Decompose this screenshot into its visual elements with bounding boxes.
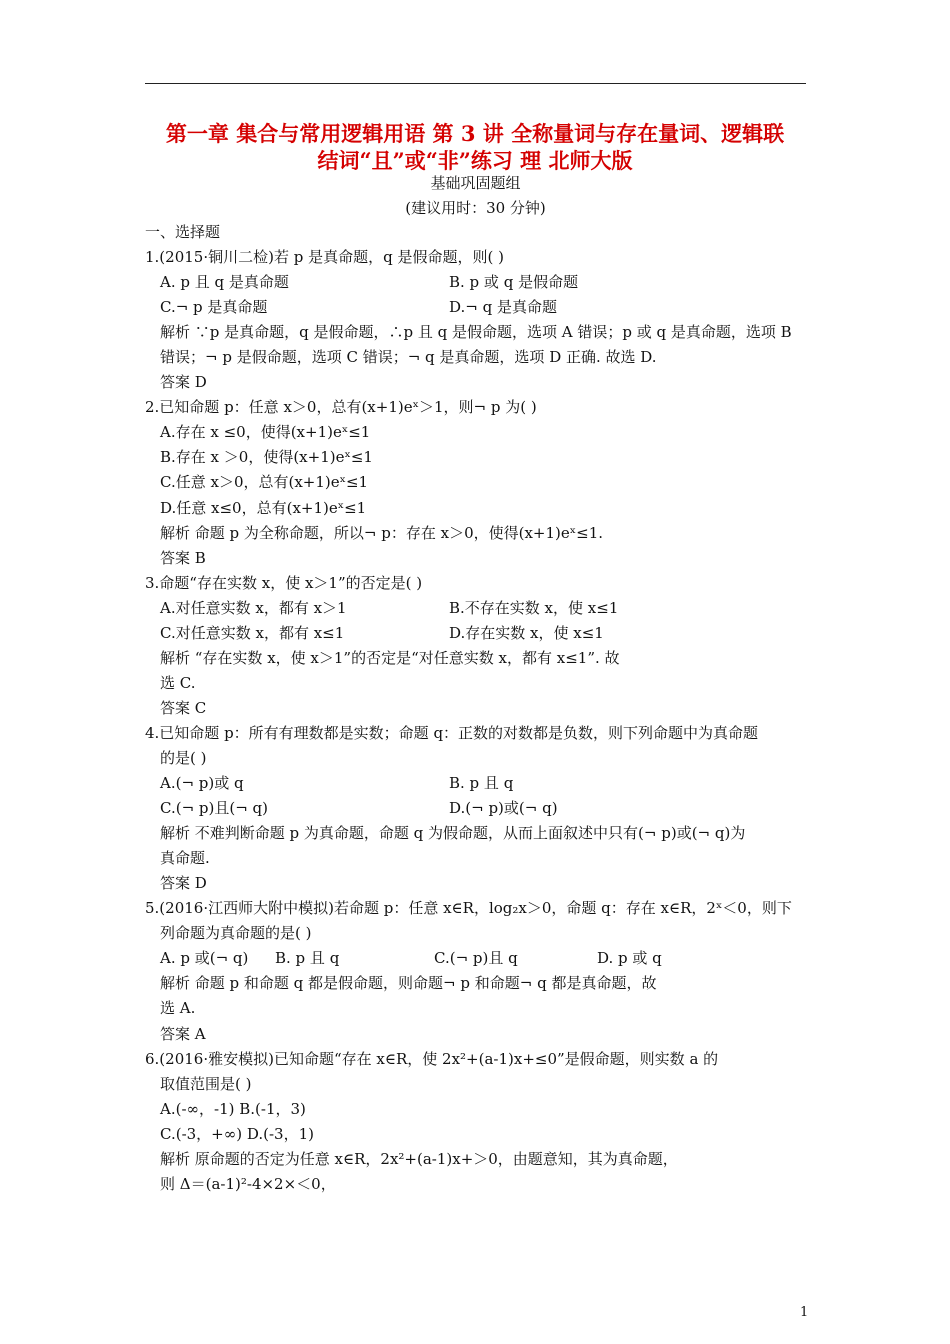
analysis-line: 解析 不难判断命题 p 为真命题，命题 q 为假命题，从而上面叙述中只有(¬ p)或(¬ q)为: [160, 824, 746, 843]
analysis-line: 选 A.: [160, 999, 196, 1018]
option-row: [145, 295, 815, 320]
question-stem: 列命题为真命题的是( ): [160, 924, 312, 943]
option: B. p 且 q: [449, 774, 514, 793]
question-stem: 4.已知命题 p：所有有理数都是实数；命题 q：正数的对数都是负数，则下列命题中为真命题: [145, 723, 759, 742]
answer-line: 答案 D: [160, 874, 207, 893]
analysis-line: 错误；¬ p 是假命题，选项 C 错误；¬ q 是真命题，选项 D 正确. 故选 D.: [160, 348, 657, 367]
option: B. p 且 q: [275, 949, 340, 968]
title-line-2: 结词“且”或“非”练习 理 北师大版: [317, 148, 633, 173]
answer-line: 答案 B: [160, 548, 206, 567]
option: C.(¬ p)且 q: [434, 949, 518, 968]
analysis-line: 选 C.: [160, 673, 196, 692]
option: C.对任意实数 x，都有 x≤1: [160, 623, 345, 642]
option: C.任意 x＞0，总有(x+1)eˣ≤1: [160, 473, 369, 492]
title-line-1: 第一章 集合与常用逻辑用语 第 3 讲 全称量词与存在量词、逻辑联: [165, 121, 785, 146]
option-row: [145, 1097, 815, 1122]
analysis-line: 解析 ∵p 是真命题，q 是假命题，∴p 且 q 是假命题，选项 A 错误；p 或 q 是真命题，选项 B: [160, 323, 792, 342]
option-row: [145, 445, 815, 470]
option: B. p 或 q 是假命题: [449, 273, 579, 292]
analysis-line: 解析 “存在实数 x，使 x＞1”的否定是“对任意实数 x，都有 x≤1”. 故: [160, 648, 620, 667]
option: B.存在 x ＞0，使得(x+1)eˣ≤1: [160, 448, 373, 467]
question-stem: 5.(2016·江西师大附中模拟)若命题 p：任意 x∈R，log₂x＞0，命题 q：存在 x∈R，2ˣ＜0，则下: [145, 899, 792, 918]
option: D.(¬ p)或(¬ q): [449, 799, 558, 818]
option: A. p 或(¬ q): [160, 949, 249, 968]
section-heading: 一、选择题: [145, 223, 221, 241]
option-row: [145, 796, 815, 821]
analysis-line: 解析 命题 p 为全称命题，所以¬ p：存在 x＞0，使得(x+1)eˣ≤1.: [160, 523, 604, 542]
option: B.不存在实数 x，使 x≤1: [449, 598, 619, 617]
page-number: 1: [800, 1305, 809, 1320]
option: D.¬ q 是真命题: [449, 298, 557, 317]
question-stem: 6.(2016·雅安模拟)已知命题“存在 x∈R，使 2x²+(a-1)x+≤0”是假命题，则实数 a 的: [145, 1049, 719, 1068]
option: C.(-3，+∞) D.(-3，1): [160, 1124, 314, 1143]
analysis-line: 解析 原命题的否定为任意 x∈R，2x²+(a-1)x+＞0，由题意知，其为真命题，: [160, 1149, 678, 1168]
question-stem: 的是( ): [160, 748, 207, 767]
answer-line: 答案 C: [160, 698, 207, 717]
answer-line: 答案 A: [160, 1024, 206, 1043]
question-stem: 1.(2015·铜川二检)若 p 是真命题，q 是假命题，则( ): [145, 248, 504, 267]
option: A. p 且 q 是真命题: [160, 273, 289, 292]
option-row: [145, 946, 815, 971]
question-stem: 3.命题“存在实数 x，使 x＞1”的否定是( ): [145, 573, 423, 592]
option-row: [145, 496, 815, 521]
option-row: [145, 270, 815, 295]
option: A.存在 x ≤0，使得(x+1)eˣ≤1: [160, 423, 371, 442]
suggested-time: (建议用时：30 分钟): [405, 199, 546, 217]
analysis-line: 则 Δ＝(a-1)²-4×2×＜0，: [160, 1174, 336, 1193]
option: A.(-∞，-1) B.(-1，3): [160, 1099, 306, 1118]
option-row: [145, 470, 815, 495]
header-rule: [145, 83, 806, 84]
option: A.对任意实数 x，都有 x＞1: [160, 598, 347, 617]
option: D. p 或 q: [597, 949, 662, 968]
document-title: [140, 120, 810, 174]
option: D.任意 x≤0，总有(x+1)eˣ≤1: [160, 498, 367, 517]
option-row: [145, 771, 815, 796]
question-stem: 2.已知命题 p：任意 x＞0，总有(x+1)eˣ＞1，则¬ p 为( ): [145, 398, 537, 417]
question-stem: 取值范围是( ): [160, 1074, 252, 1093]
group-label: 基础巩固题组: [430, 174, 521, 192]
option: C.(¬ p)且(¬ q): [160, 799, 268, 818]
question-list: [145, 220, 815, 1197]
option-row: [145, 1122, 815, 1147]
option-row: [145, 420, 815, 445]
option: C.¬ p 是真命题: [160, 298, 268, 317]
analysis-line: 解析 命题 p 和命题 q 都是假命题，则命题¬ p 和命题¬ q 都是真命题，故: [160, 974, 657, 993]
option: A.(¬ p)或 q: [160, 774, 244, 793]
option-row: [145, 596, 815, 621]
option-row: [145, 621, 815, 646]
option: D.存在实数 x，使 x≤1: [449, 623, 604, 642]
analysis-line: 真命题.: [160, 849, 210, 868]
answer-line: 答案 D: [160, 373, 207, 392]
